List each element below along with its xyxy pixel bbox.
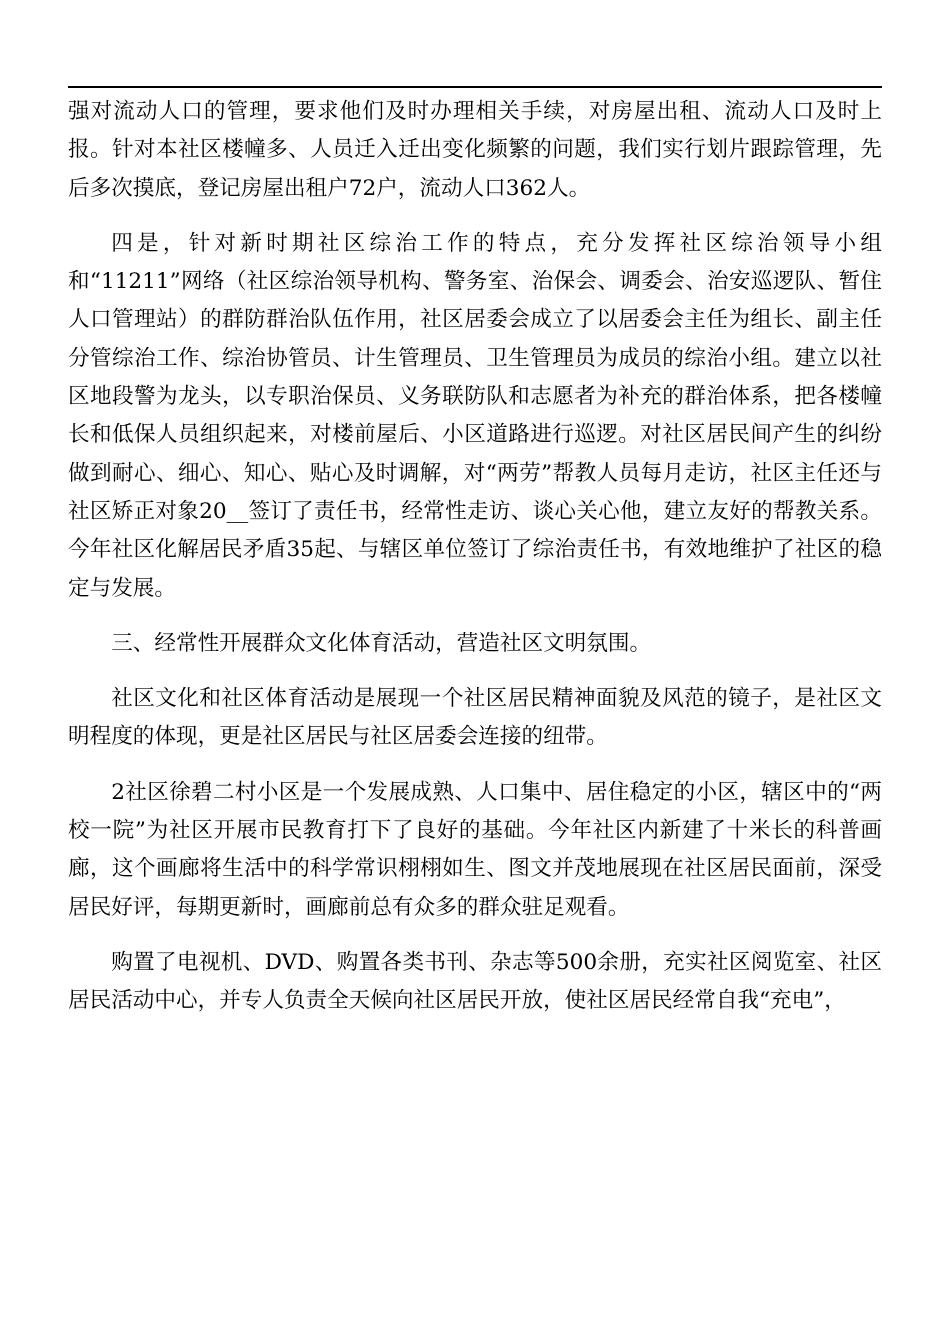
paragraph-xubi-community: 2社区徐碧二村小区是一个发展成熟、人口集中、居住稳定的小区，辖区中的“两校一院”为社区开展市民教育打下了良好的基础。今年社区内新建了十米长的科普画廊，这个画廊将生活中的科学常识栩栩如生、图文并茂地展现在社区居民面前，深受居民好评，每期更新时，画廊前总有众多的群众驻足观看。 xyxy=(68,779,882,920)
paragraph-population-management: 强对流动人口的管理，要求他们及时办理相关手续，对房屋出租、流动人口及时上报。针对本社区楼幢多、人员迁入迁出变化频繁的问题，我们实行划片跟踪管理，先后多次摸底，登记房屋出租户72户，流动人口362人。 xyxy=(68,99,882,201)
header-rule xyxy=(68,86,882,88)
paragraph-purchases: 购置了电视机、DVD、购置各类书刊、杂志等500余册，充实社区阅览室、社区居民活动中心，并专人负责全天候向社区居民开放，使社区居民经常自我“充电”， xyxy=(68,949,882,1014)
section-heading-culture-sports: 三、经常性开展群众文化体育活动，营造社区文明氛围。 xyxy=(111,630,652,656)
document-body xyxy=(68,93,882,1021)
paragraph-fourth-point: 四是，针对新时期社区综治工作的特点，充分发挥社区综治领导小组和“11211”网络（社区综治领导机构、警务室、治保会、调委会、治安巡逻队、暂住人口管理站）的群防群治队伍作用，社区居委会成立了以居委会主任为组长、副主任分管综治工作、综治协管员、计生管理员、卫生管理员为成员的综治小组。建立以社区地段警为龙头，以专职治保员、义务联防队和志愿者为补充的群治体系，把各楼幢长和低保人员组织起来，对楼前屋后、小区道路进行巡逻。对社区居民间产生的纠纷做到耐心、细心、知心、贴心及时调解，对“两劳”帮教人员每月走访，社区主任还与社区矫正对象20__签订了责任书，经常性走访、谈心关心他，建立友好的帮教关系。今年社区化解居民矛盾35起、与辖区单位签订了综治责任书，有效地维护了社区的稳定与发展。 xyxy=(68,230,882,601)
paragraph-community-culture: 社区文化和社区体育活动是展现一个社区居民精神面貌及风范的镜子，是社区文明程度的体现，更是社区居民与社区居委会连接的纽带。 xyxy=(68,686,882,750)
